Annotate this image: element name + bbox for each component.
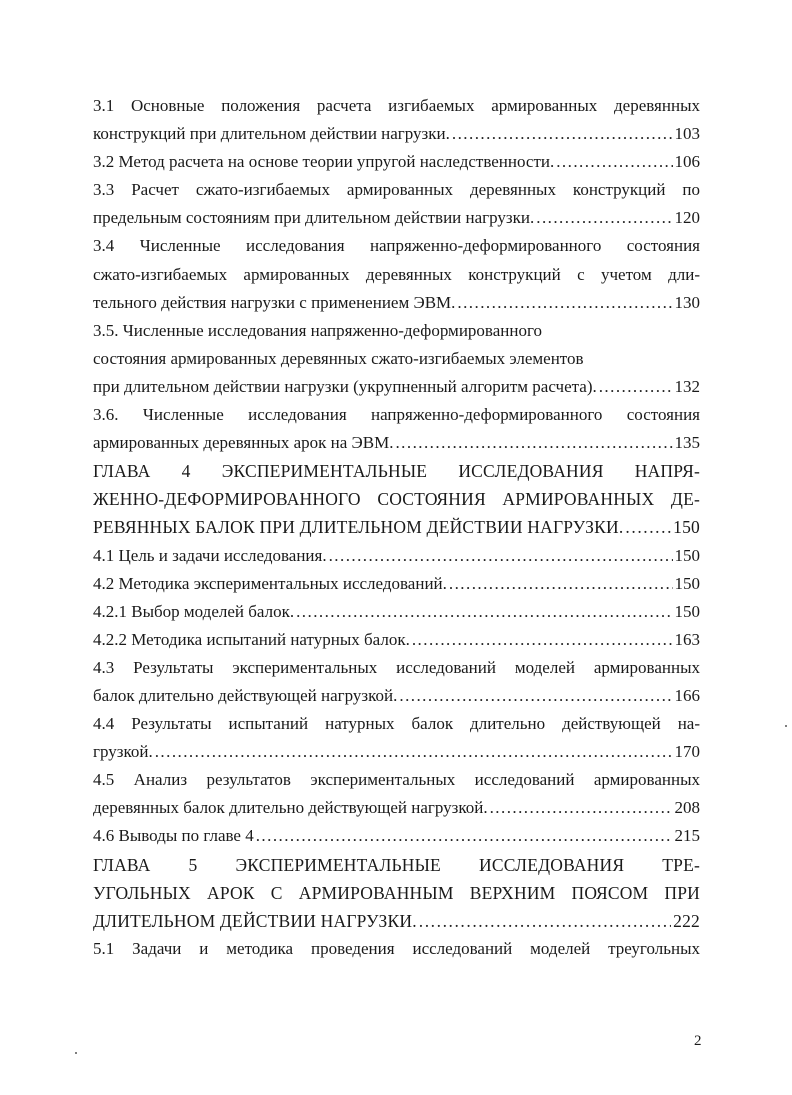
- toc-entry-line: [93, 204, 700, 232]
- toc-entry-text: тельного действия нагрузки с применением ЭВМ.: [93, 292, 456, 312]
- toc-entry-text: 3.2 Метод расчета на основе теории упругой наследственности.: [93, 152, 555, 172]
- toc-page-number: 132: [674, 376, 700, 396]
- table-of-contents: [93, 92, 700, 963]
- toc-entry-text: грузкой.: [93, 742, 153, 762]
- dot-leader: [329, 542, 673, 570]
- toc-page-number: 166: [674, 685, 700, 705]
- toc-entry-text: деревянных балок длительно действующей нагрузкой.: [93, 798, 488, 818]
- toc-entry-line: [93, 738, 700, 766]
- toc-chapter-line: [93, 513, 700, 541]
- toc-entry-line: [93, 542, 700, 570]
- toc-entry-line: [93, 289, 700, 317]
- toc-entry-line: [93, 148, 700, 176]
- dot-leader: [419, 907, 671, 935]
- toc-entry-text: 4.2 Методика экспериментальных исследований.: [93, 573, 447, 593]
- toc-page-number: 208: [674, 798, 700, 818]
- toc-entry-line: [93, 429, 700, 457]
- toc-entry-line: [93, 794, 700, 822]
- toc-page-number: 135: [674, 433, 700, 453]
- toc-page-number: 150: [673, 517, 700, 538]
- toc-page-number: 150: [674, 601, 700, 621]
- toc-entry-line: 4.4 Результаты испытаний натурных балок длительно действующей на-: [93, 714, 700, 734]
- toc-entry-line: [93, 120, 700, 148]
- scan-speck: [75, 1052, 77, 1054]
- dot-leader: [155, 738, 673, 766]
- toc-page-number: 103: [674, 124, 700, 144]
- toc-entry-line: 4.5 Анализ результатов экспериментальных исследований армированных: [93, 770, 700, 790]
- dot-leader: [452, 120, 673, 148]
- toc-page-number: 163: [674, 629, 700, 649]
- toc-page-number: 170: [674, 742, 700, 762]
- toc-entry-text: при длительном действии нагрузки (укрупненный алгоритм расчета).: [93, 376, 597, 396]
- toc-entry-line: 3.6. Численные исследования напряженно-деформированного состояния: [93, 405, 700, 425]
- dot-leader: [457, 289, 672, 317]
- scan-speck: [785, 725, 787, 727]
- dot-leader: [490, 794, 673, 822]
- dot-leader: [599, 373, 673, 401]
- toc-entry-line: 3.1 Основные положения расчета изгибаемых армированных деревянных: [93, 96, 700, 115]
- toc-entry-text: 4.2.1 Выбор моделей балок.: [93, 601, 295, 621]
- toc-entry-line: сжато-изгибаемых армированных деревянных конструкций с учетом дли-: [93, 264, 700, 284]
- dot-leader: [412, 626, 673, 654]
- toc-page-number: 150: [674, 573, 700, 593]
- toc-entry-line: [93, 570, 700, 598]
- toc-entry-line: 5.1 Задачи и методика проведения исследований моделей треугольных: [93, 938, 700, 958]
- dot-leader: [395, 429, 672, 457]
- dot-leader: [296, 598, 672, 626]
- toc-entry-line: [93, 822, 700, 850]
- toc-entry-text: ДЛИТЕЛЬНОМ ДЕЙСТВИИ НАГРУЗКИ.: [93, 910, 417, 931]
- toc-chapter-line: ГЛАВА 4 ЭКСПЕРИМЕНТАЛЬНЫЕ ИССЛЕДОВАНИЯ НАПРЯ-: [93, 461, 700, 482]
- toc-chapter-line: ЖЕННО-ДЕФОРМИРОВАННОГО СОСТОЯНИЯ АРМИРОВАННЫХ ДЕ-: [93, 489, 700, 510]
- toc-page-number: 130: [674, 292, 700, 312]
- toc-entry-text: предельным состояниям при длительном действии нагрузки.: [93, 208, 535, 228]
- toc-page-number: 222: [673, 910, 700, 931]
- toc-chapter-line: ГЛАВА 5 ЭКСПЕРИМЕНТАЛЬНЫЕ ИССЛЕДОВАНИЯ ТРЕ-: [93, 854, 700, 875]
- toc-entry-line: [93, 373, 700, 401]
- dot-leader: [449, 570, 673, 598]
- toc-entry-line: 3.3 Расчет сжато-изгибаемых армированных деревянных конструкций по: [93, 180, 700, 200]
- toc-entry-text: 4.1 Цель и задачи исследования.: [93, 545, 327, 565]
- toc-entry-line: [93, 626, 700, 654]
- toc-entry-line: 4.3 Результаты экспериментальных исследований моделей армированных: [93, 657, 700, 677]
- dot-leader: [536, 204, 672, 232]
- toc-entry-line: 3.4 Численные исследования напряженно-деформированного состояния: [93, 236, 700, 256]
- toc-entry-text: конструкций при длительном действии нагрузки.: [93, 124, 450, 144]
- toc-entry-text: 4.6 Выводы по главе 4: [93, 826, 254, 846]
- toc-page-number: 120: [674, 208, 700, 228]
- page-number: 2: [694, 1033, 702, 1049]
- dot-leader: [625, 513, 671, 541]
- dot-leader: [556, 148, 672, 176]
- toc-entry-text: армированных деревянных арок на ЭВМ.: [93, 433, 394, 453]
- toc-page-number: 215: [674, 826, 700, 846]
- toc-entry-text: балок длительно действующей нагрузкой.: [93, 685, 398, 705]
- toc-chapter-line: УГОЛЬНЫХ АРОК С АРМИРОВАННЫМ ВЕРХНИМ ПОЯСОМ ПРИ: [93, 882, 700, 903]
- toc-entry-text: РЕВЯННЫХ БАЛОК ПРИ ДЛИТЕЛЬНОМ ДЕЙСТВИИ НАГРУЗКИ.: [93, 517, 624, 538]
- toc-entry-line: [93, 682, 700, 710]
- dot-leader: [256, 822, 673, 850]
- toc-entry-line: [93, 598, 700, 626]
- dot-leader: [399, 682, 672, 710]
- toc-page-number: 106: [674, 152, 700, 172]
- toc-entry-line: состояния армированных деревянных сжато-изгибаемых элементов: [93, 348, 584, 368]
- toc-entry-line: 3.5. Численные исследования напряженно-деформированного: [93, 320, 543, 340]
- toc-entry-text: 4.2.2 Методика испытаний натурных балок.: [93, 629, 410, 649]
- toc-chapter-line: [93, 907, 700, 935]
- toc-page-number: 150: [674, 545, 700, 565]
